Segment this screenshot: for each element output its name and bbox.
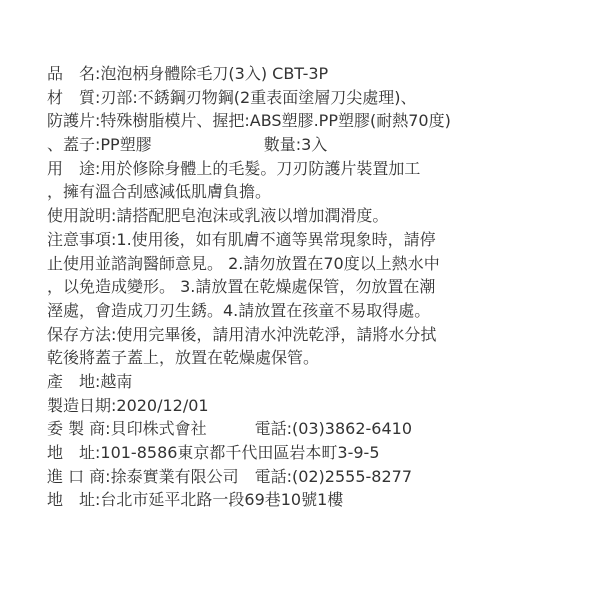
usage-line: 用 途:用於修除身體上的毛髮。刀刃防護片裝置加工 <box>47 158 421 178</box>
product-name-line: 品 名:泡泡柄身體除毛刀(3入) CBT-3P <box>47 64 329 83</box>
importer-address-line: 地 址:台北市延平北路一段69巷10號1樓 <box>47 490 344 510</box>
precautions-line-4: 溼處，會造成刀刃生銹。4.請放置在孩童不易取得處。 <box>47 300 431 320</box>
usage-line-continued: ，擁有溫合刮感減低肌膚負擔。 <box>47 182 272 202</box>
manufacturer-address-line: 地 址:101-8586東京都千代田區岩本町3-9-5 <box>47 443 380 462</box>
precautions-line-2: 止使用並諮詢醫師意見。 2.請勿放置在70度以上熱水中 <box>47 253 440 273</box>
product-label-text <box>47 62 592 512</box>
storage-line-continued: 乾後將蓋子蓋上，放置在乾燥處保管。 <box>47 348 320 368</box>
instructions-line: 使用說明:請搭配肥皂泡沫或乳液以增加潤滑度。 <box>47 206 389 226</box>
material-line-continued: 防護片:特殊樹脂模片、握把:ABS塑膠.PP塑膠(耐熱70度) <box>47 111 451 131</box>
storage-line: 保存方法:使用完畢後，請用清水沖洗乾淨，請將水分拭 <box>47 324 437 344</box>
origin-line: 產 地:越南 <box>47 371 133 391</box>
importer-line: 進 口 商:捈泰實業有限公司 電話:(02)2555-8277 <box>47 466 413 486</box>
manufacturer-line: 委 製 商:貝印株式會社 電話:(03)3862-6410 <box>47 419 413 439</box>
precautions-line: 注意事項:1.使用後，如有肌膚不適等異常現象時，請停 <box>47 229 436 249</box>
cap-and-quantity-line: 、蓋子:PP塑膠 數量:3入 <box>47 135 328 155</box>
precautions-line-3: ，以免造成變形。 3.請放置在乾燥處保管，勿放置在潮 <box>47 277 436 297</box>
manufacture-date-line: 製造日期:2020/12/01 <box>47 395 209 415</box>
material-line: 材 質:刃部:不銹鋼刃物鋼(2重表面塗層刀尖處理)、 <box>47 87 417 107</box>
